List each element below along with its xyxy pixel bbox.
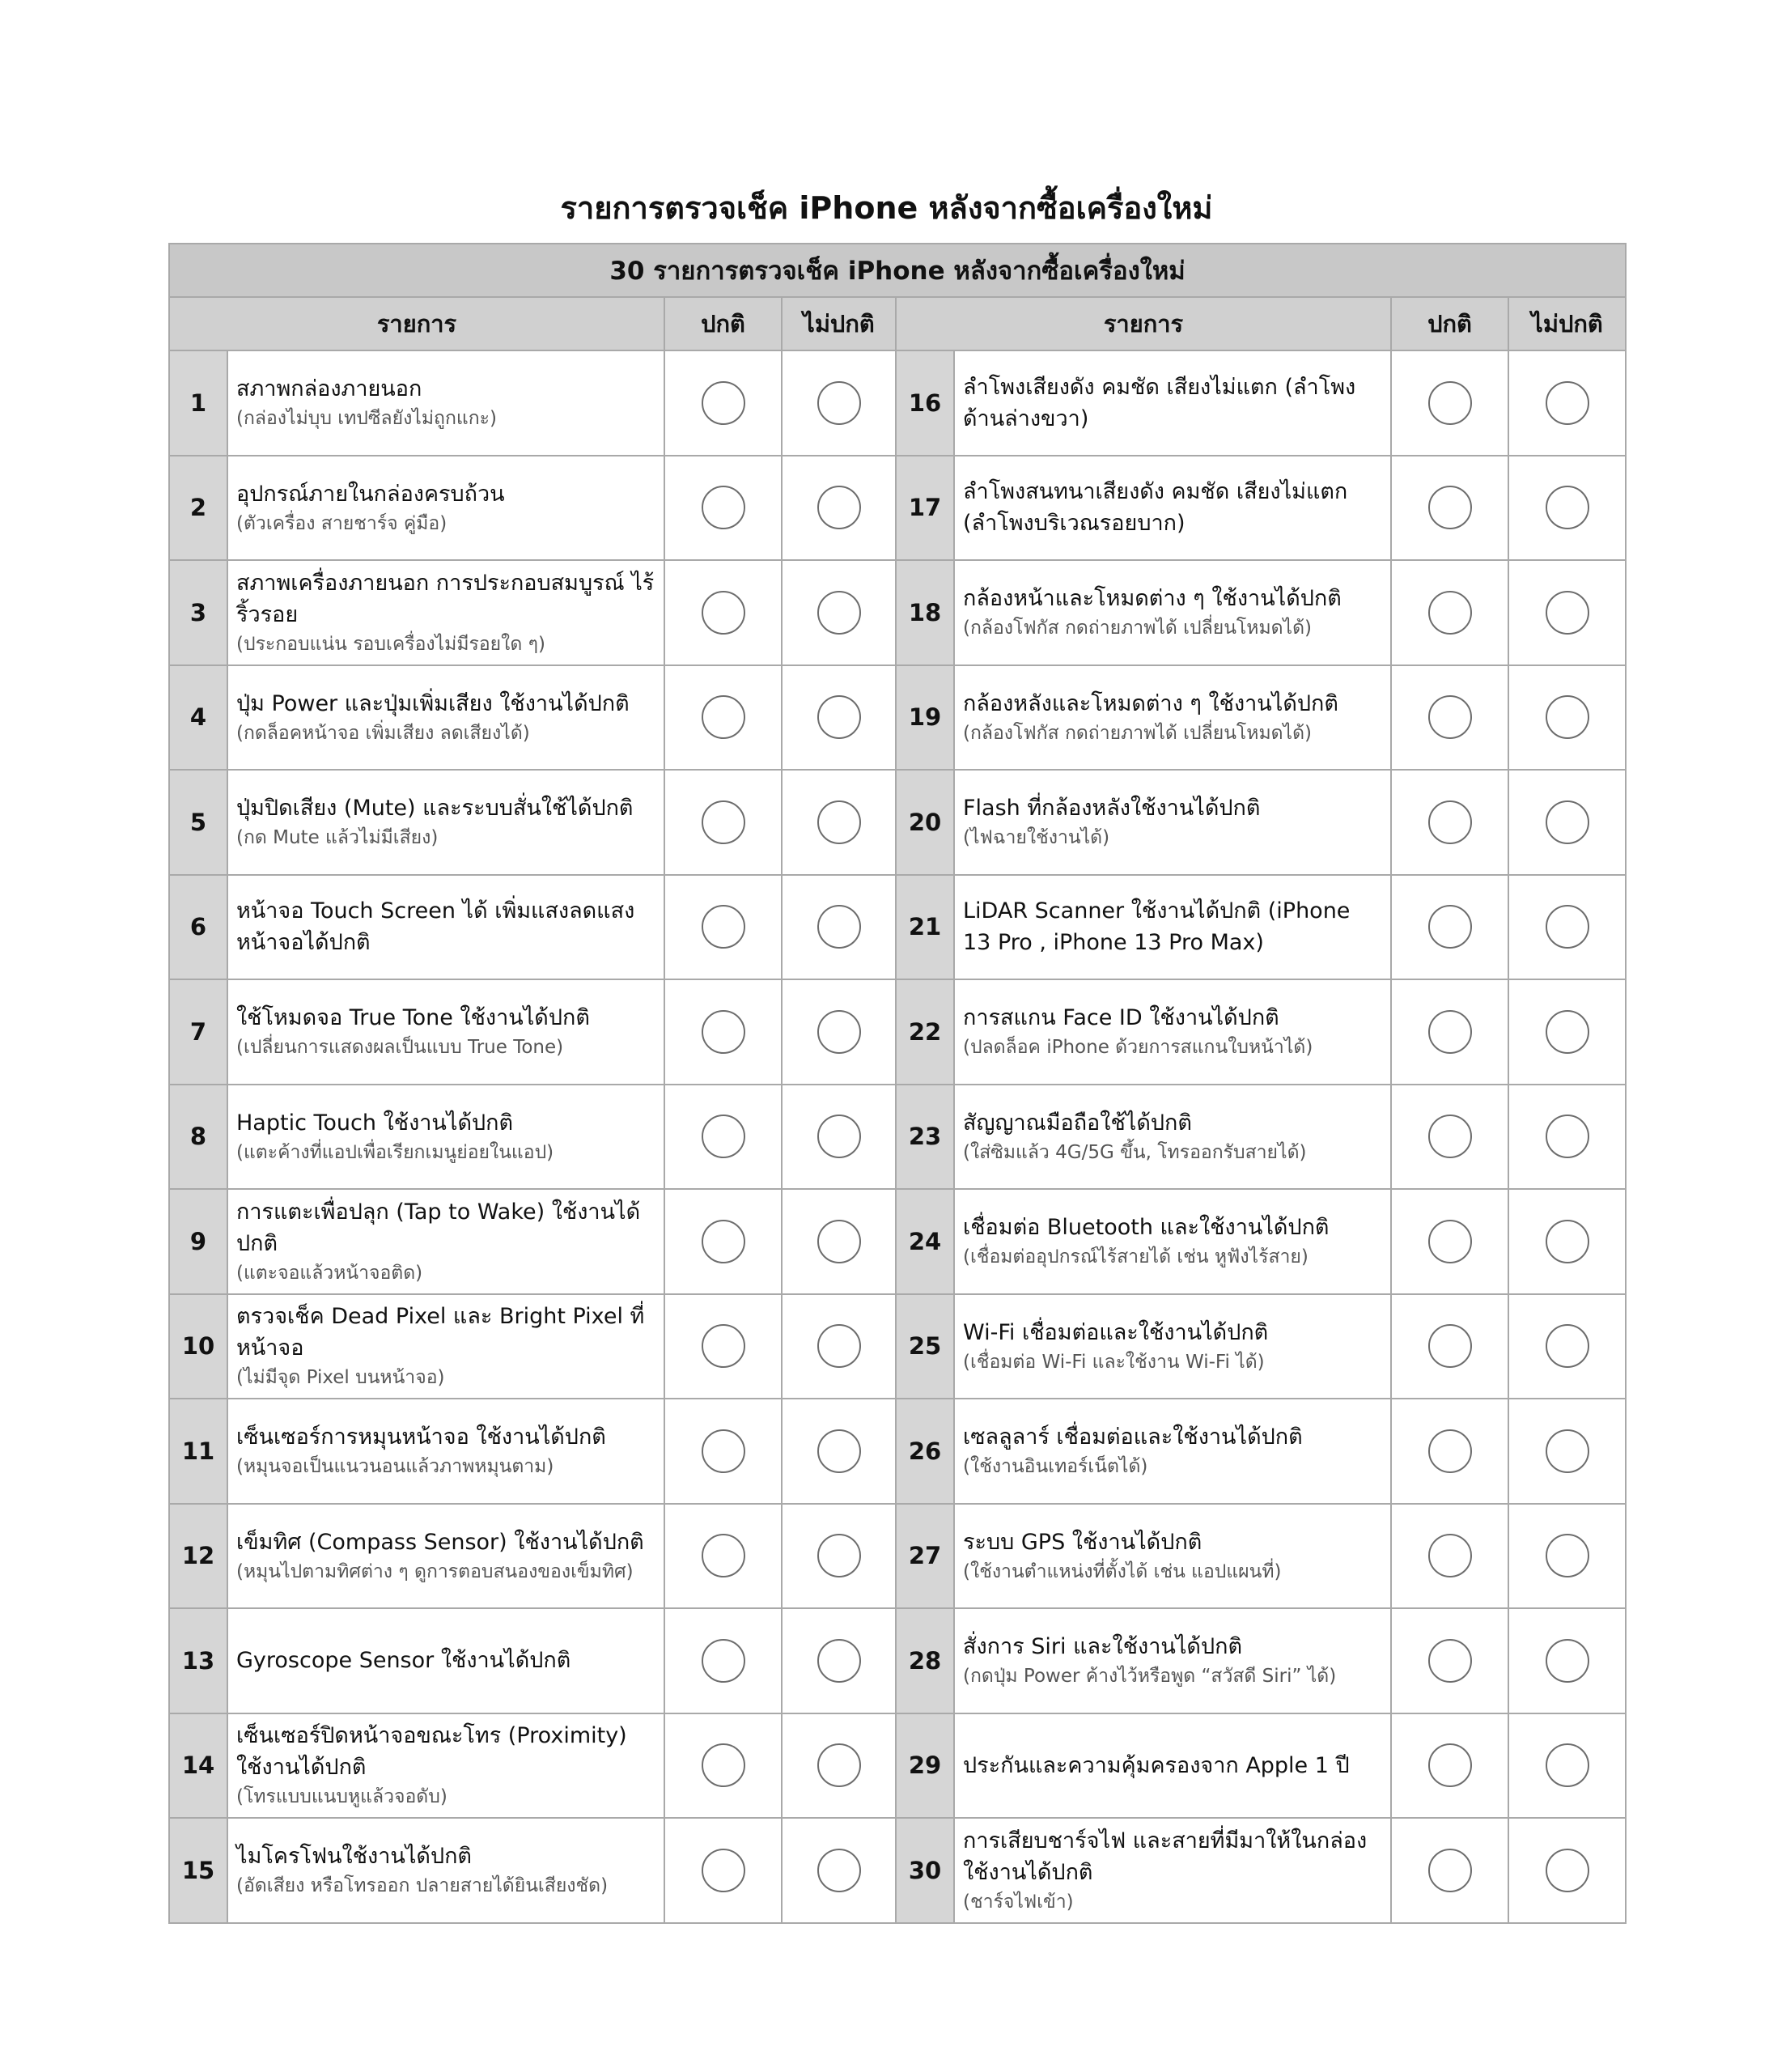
checkbox-abnormal[interactable] (1546, 1849, 1589, 1892)
checkbox-abnormal[interactable] (1546, 1115, 1589, 1158)
check-cell-abnormal (782, 1085, 896, 1190)
check-cell-normal (1391, 770, 1508, 875)
item-title: หน้าจอ Touch Screen ได้ เพิ่มแสงลดแสง หน้าจอได้ปกติ (236, 898, 635, 956)
item-title: การแตะเพื่อปลุก (Tap to Wake) ใช้งานได้ปกติ (236, 1199, 641, 1256)
checkbox-normal[interactable] (1428, 1639, 1472, 1683)
item-note: (กล้องโฟกัส กดถ่ายภาพได้ เปลี่ยนโหมดได้) (963, 722, 1313, 744)
item-description (227, 456, 664, 561)
check-cell-normal (664, 665, 782, 771)
header-item-left: รายการ (169, 297, 664, 350)
item-number: 8 (169, 1085, 227, 1190)
checkbox-abnormal[interactable] (817, 1534, 861, 1577)
item-title: ไมโครโฟนใช้งานได้ปกติ (236, 1844, 472, 1870)
checkbox-abnormal[interactable] (817, 1849, 861, 1892)
item-title: อุปกรณ์ภายในกล่องครบถ้วน (236, 481, 505, 507)
checkbox-abnormal[interactable] (1546, 905, 1589, 949)
check-cell-normal (1391, 1713, 1508, 1819)
checkbox-normal[interactable] (702, 695, 745, 739)
item-description (227, 1085, 664, 1190)
item-title: สภาพเครื่องภายนอก การประกอบสมบูรณ์ ไร้ริ้วรอย (236, 570, 655, 627)
check-cell-normal (1391, 1504, 1508, 1609)
item-description (227, 979, 664, 1085)
item-note: (ตัวเครื่อง สายชาร์จ คู่มือ) (236, 512, 447, 534)
check-cell-normal (664, 770, 782, 875)
table-row (169, 1399, 1626, 1504)
checkbox-abnormal[interactable] (1546, 1220, 1589, 1263)
checkbox-normal[interactable] (1428, 1429, 1472, 1473)
table-row (169, 665, 1626, 771)
item-description (954, 1818, 1391, 1923)
item-number: 4 (169, 665, 227, 771)
item-description (227, 1713, 664, 1819)
check-cell-normal (1391, 1085, 1508, 1190)
item-description (954, 1294, 1391, 1399)
check-cell-abnormal (1508, 1818, 1626, 1923)
item-note: (กล้องโฟกัส กดถ่ายภาพได้ เปลี่ยนโหมดได้) (963, 618, 1313, 639)
check-cell-abnormal (782, 770, 896, 875)
check-cell-abnormal (782, 875, 896, 980)
checkbox-normal[interactable] (702, 486, 745, 529)
checkbox-abnormal[interactable] (817, 905, 861, 949)
check-cell-abnormal (782, 1713, 896, 1819)
check-cell-normal (664, 560, 782, 665)
item-number: 28 (896, 1608, 954, 1713)
checkbox-normal[interactable] (702, 1220, 745, 1263)
check-cell-normal (664, 1504, 782, 1609)
item-title: ระบบ GPS ใช้งานได้ปกติ (963, 1529, 1203, 1555)
check-cell-normal (664, 979, 782, 1085)
item-number: 2 (169, 456, 227, 561)
item-number: 14 (169, 1713, 227, 1819)
item-title: ปุ่มปิดเสียง (Mute) และระบบสั่นใช้ได้ปกติ (236, 796, 634, 822)
checkbox-normal[interactable] (1428, 1115, 1472, 1158)
table-row (169, 560, 1626, 665)
item-description (954, 1085, 1391, 1190)
item-title: Flash ที่กล้องหลังใช้งานได้ปกติ (963, 796, 1261, 822)
check-cell-abnormal (782, 560, 896, 665)
checkbox-normal[interactable] (1428, 1743, 1472, 1787)
checkbox-abnormal[interactable] (817, 591, 861, 635)
check-cell-normal (1391, 1399, 1508, 1504)
check-cell-abnormal (1508, 1713, 1626, 1819)
item-description (227, 770, 664, 875)
item-number: 30 (896, 1818, 954, 1923)
check-cell-abnormal (1508, 665, 1626, 771)
check-cell-abnormal (782, 350, 896, 456)
checkbox-abnormal[interactable] (817, 1639, 861, 1683)
item-number: 7 (169, 979, 227, 1085)
item-note: (ชาร์จไฟเข้า) (963, 1891, 1074, 1913)
checkbox-abnormal[interactable] (1546, 1010, 1589, 1054)
item-title: เซ็นเซอร์การหมุนหน้าจอ ใช้งานได้ปกติ (236, 1424, 606, 1450)
table-row (169, 1713, 1626, 1819)
checkbox-normal[interactable] (702, 1639, 745, 1683)
item-number: 10 (169, 1294, 227, 1399)
checkbox-normal[interactable] (702, 1743, 745, 1787)
table-banner-row (169, 244, 1626, 297)
check-cell-abnormal (782, 1504, 896, 1609)
item-note: (โทรแบบแนบหูแล้วจอดับ) (236, 1786, 447, 1808)
check-cell-abnormal (1508, 350, 1626, 456)
item-title: เชื่อมต่อ Bluetooth และใช้งานได้ปกติ (963, 1215, 1330, 1241)
item-description (227, 1294, 664, 1399)
item-note: (อัดเสียง หรือโทรออก ปลายสายได้ยินเสียงชัด) (236, 1875, 609, 1897)
check-cell-abnormal (1508, 1294, 1626, 1399)
check-cell-normal (664, 1399, 782, 1504)
check-cell-normal (664, 1818, 782, 1923)
checkbox-abnormal[interactable] (817, 1010, 861, 1054)
check-cell-normal (664, 1608, 782, 1713)
checkbox-normal[interactable] (1428, 591, 1472, 635)
item-description (227, 1608, 664, 1713)
checkbox-normal[interactable] (702, 1534, 745, 1577)
item-number: 22 (896, 979, 954, 1085)
check-cell-abnormal (1508, 1504, 1626, 1609)
item-title: ปุ่ม Power และปุ่มเพิ่มเสียง ใช้งานได้ปกติ (236, 690, 630, 716)
header-normal-left: ปกติ (664, 297, 782, 350)
item-note: (หมุนไปตามทิศต่าง ๆ ดูการตอบสนองของเข็มทิศ) (236, 1560, 634, 1582)
checkbox-abnormal[interactable] (817, 1220, 861, 1263)
checkbox-normal[interactable] (702, 1010, 745, 1054)
item-title: เซลลูลาร์ เชื่อมต่อและใช้งานได้ปกติ (963, 1424, 1303, 1450)
item-number: 29 (896, 1713, 954, 1819)
checkbox-normal[interactable] (1428, 486, 1472, 529)
check-cell-normal (664, 1294, 782, 1399)
item-description (954, 350, 1391, 456)
item-number: 13 (169, 1608, 227, 1713)
item-title: การสแกน Face ID ใช้งานได้ปกติ (963, 1005, 1279, 1031)
item-description (954, 1608, 1391, 1713)
item-description (954, 770, 1391, 875)
item-note: (เปลี่ยนการแสดงผลเป็นแบบ True Tone) (236, 1037, 564, 1059)
check-cell-normal (1391, 1189, 1508, 1294)
check-cell-normal (664, 350, 782, 456)
table-header-row (169, 297, 1626, 350)
check-cell-abnormal (1508, 1085, 1626, 1190)
header-normal-right: ปกติ (1391, 297, 1508, 350)
item-title: เซ็นเซอร์ปิดหน้าจอขณะโทร (Proximity) ใช้งานได้ปกติ (236, 1723, 627, 1781)
item-note: (ปลดล็อค iPhone ด้วยการสแกนใบหน้าได้) (963, 1037, 1313, 1059)
checkbox-abnormal[interactable] (1546, 695, 1589, 739)
item-number: 12 (169, 1504, 227, 1609)
item-note: (เชื่อมต่อ Wi-Fi และใช้งาน Wi-Fi ได้) (963, 1351, 1265, 1373)
checkbox-abnormal[interactable] (817, 1324, 861, 1368)
header-abnormal-left: ไม่ปกติ (782, 297, 896, 350)
table-row (169, 1085, 1626, 1190)
item-number: 6 (169, 875, 227, 980)
item-note: (กดล็อคหน้าจอ เพิ่มเสียง ลดเสียงได้) (236, 722, 530, 744)
check-cell-normal (664, 1713, 782, 1819)
item-description (954, 979, 1391, 1085)
item-title: Wi-Fi เชื่อมต่อและใช้งานได้ปกติ (963, 1319, 1269, 1345)
check-cell-normal (1391, 979, 1508, 1085)
checkbox-abnormal[interactable] (1546, 1534, 1589, 1577)
item-description (227, 560, 664, 665)
item-number: 18 (896, 560, 954, 665)
checkbox-normal[interactable] (1428, 381, 1472, 425)
checkbox-abnormal[interactable] (1546, 486, 1589, 529)
checkbox-normal[interactable] (702, 1115, 745, 1158)
checkbox-abnormal[interactable] (1546, 1639, 1589, 1683)
check-cell-normal (664, 1189, 782, 1294)
item-title: สภาพกล่องภายนอก (236, 376, 422, 402)
item-description (954, 456, 1391, 561)
check-cell-abnormal (1508, 1189, 1626, 1294)
item-title: การเสียบชาร์จไฟ และสายที่มีมาให้ในกล่อง ใช้งานได้ปกติ (963, 1828, 1368, 1885)
header-abnormal-right: ไม่ปกติ (1508, 297, 1626, 350)
checkbox-normal[interactable] (1428, 800, 1472, 844)
checkbox-normal[interactable] (1428, 1849, 1472, 1892)
check-cell-abnormal (782, 456, 896, 561)
checkbox-normal[interactable] (702, 905, 745, 949)
check-cell-normal (1391, 875, 1508, 980)
item-note: (ใช้งานตำแหน่งที่ตั้งได้ เช่น แอปแผนที่) (963, 1560, 1282, 1582)
item-note: (ใช้งานอินเทอร์เน็ตได้) (963, 1456, 1148, 1478)
item-number: 20 (896, 770, 954, 875)
item-title: LiDAR Scanner ใช้งานได้ปกติ (iPhone 13 Pro , iPhone 13 Pro Max) (963, 898, 1351, 956)
item-description (954, 1713, 1391, 1819)
check-cell-abnormal (1508, 875, 1626, 980)
check-cell-abnormal (782, 1294, 896, 1399)
item-note: (ไฟฉายใช้งานได้) (963, 827, 1110, 849)
checkbox-abnormal[interactable] (817, 1743, 861, 1787)
check-cell-abnormal (782, 665, 896, 771)
item-note: (กล่องไม่บุบ เทปซีลยังไม่ถูกแกะ) (236, 408, 497, 430)
item-number: 16 (896, 350, 954, 456)
item-description (227, 1399, 664, 1504)
table-banner: 30 รายการตรวจเช็ค iPhone หลังจากซื้อเครื่องใหม่ (169, 244, 1626, 297)
header-item-right: รายการ (896, 297, 1391, 350)
item-note: (ประกอบแน่น รอบเครื่องไม่มีรอยใด ๆ) (236, 633, 545, 655)
item-number: 3 (169, 560, 227, 665)
item-title: สั่งการ Siri และใช้งานได้ปกติ (963, 1634, 1242, 1660)
item-description (954, 1504, 1391, 1609)
item-note: (แตะจอแล้วหน้าจอติด) (236, 1262, 423, 1284)
item-description (954, 560, 1391, 665)
checkbox-normal[interactable] (702, 1429, 745, 1473)
check-cell-abnormal (1508, 979, 1626, 1085)
checkbox-abnormal[interactable] (817, 1115, 861, 1158)
item-number: 21 (896, 875, 954, 980)
item-description (954, 875, 1391, 980)
item-description (227, 1504, 664, 1609)
table-row (169, 456, 1626, 561)
table-row (169, 1818, 1626, 1923)
checkbox-normal[interactable] (702, 1324, 745, 1368)
item-note: (กดปุ่ม Power ค้างไว้หรือพูด “สวัสดี Siri” ได้) (963, 1666, 1337, 1688)
checkbox-abnormal[interactable] (1546, 1743, 1589, 1787)
item-description (954, 1189, 1391, 1294)
item-title: เข็มทิศ (Compass Sensor) ใช้งานได้ปกติ (236, 1529, 644, 1555)
checkbox-normal[interactable] (1428, 1220, 1472, 1263)
checkbox-normal[interactable] (702, 800, 745, 844)
check-cell-abnormal (782, 1189, 896, 1294)
item-title: ใช้โหมดจอ True Tone ใช้งานได้ปกติ (236, 1005, 590, 1031)
checkbox-abnormal[interactable] (1546, 800, 1589, 844)
table-row (169, 350, 1626, 456)
item-description (227, 665, 664, 771)
table-row (169, 875, 1626, 980)
check-cell-normal (1391, 665, 1508, 771)
check-cell-abnormal (1508, 1608, 1626, 1713)
item-description (954, 665, 1391, 771)
item-number: 27 (896, 1504, 954, 1609)
check-cell-abnormal (1508, 456, 1626, 561)
checkbox-abnormal[interactable] (817, 381, 861, 425)
item-number: 26 (896, 1399, 954, 1504)
check-cell-normal (1391, 1294, 1508, 1399)
checkbox-abnormal[interactable] (817, 486, 861, 529)
item-number: 25 (896, 1294, 954, 1399)
item-note: (กด Mute แล้วไม่มีเสียง) (236, 827, 439, 849)
checkbox-abnormal[interactable] (1546, 1429, 1589, 1473)
item-title: กล้องหลังและโหมดต่าง ๆ ใช้งานได้ปกติ (963, 690, 1338, 716)
item-title: ลำโพงเสียงดัง คมชัด เสียงไม่แตก (ลำโพงด้านล่างขวา) (963, 374, 1356, 431)
table-body (169, 350, 1626, 1923)
item-description (227, 1818, 664, 1923)
check-cell-abnormal (782, 979, 896, 1085)
item-title: Gyroscope Sensor ใช้งานได้ปกติ (236, 1648, 571, 1674)
checkbox-normal[interactable] (1428, 1324, 1472, 1368)
item-description (954, 1399, 1391, 1504)
item-title: กล้องหน้าและโหมดต่าง ๆ ใช้งานได้ปกติ (963, 586, 1342, 612)
check-cell-normal (1391, 456, 1508, 561)
check-cell-abnormal (782, 1818, 896, 1923)
checkbox-abnormal[interactable] (817, 695, 861, 739)
item-title: Haptic Touch ใช้งานได้ปกติ (236, 1110, 514, 1136)
check-cell-normal (664, 875, 782, 980)
item-title: สัญญาณมือถือใช้ได้ปกติ (963, 1110, 1192, 1136)
check-cell-normal (664, 1085, 782, 1190)
item-number: 9 (169, 1189, 227, 1294)
check-cell-normal (1391, 350, 1508, 456)
check-cell-abnormal (1508, 560, 1626, 665)
table-row (169, 770, 1626, 875)
check-cell-normal (664, 456, 782, 561)
item-number: 1 (169, 350, 227, 456)
check-cell-abnormal (782, 1399, 896, 1504)
checkbox-normal[interactable] (702, 591, 745, 635)
page-title: รายการตรวจเช็ค iPhone หลังจากซื้อเครื่องใหม่ (560, 190, 1213, 226)
check-cell-abnormal (1508, 770, 1626, 875)
item-number: 17 (896, 456, 954, 561)
checkbox-abnormal[interactable] (817, 1429, 861, 1473)
checkbox-abnormal[interactable] (1546, 591, 1589, 635)
table-row (169, 1608, 1626, 1713)
check-cell-abnormal (782, 1608, 896, 1713)
item-note: (ไม่มีจุด Pixel บนหน้าจอ) (236, 1367, 445, 1389)
item-title: ลำโพงสนทนาเสียงดัง คมชัด เสียงไม่แตก (ลำโพงบริเวณรอยบาก) (963, 479, 1348, 537)
check-cell-abnormal (1508, 1399, 1626, 1504)
item-description (227, 875, 664, 980)
check-cell-normal (1391, 560, 1508, 665)
item-number: 23 (896, 1085, 954, 1190)
checklist-table (168, 243, 1627, 1924)
checkbox-normal[interactable] (702, 381, 745, 425)
item-note: (หมุนจอเป็นแนวนอนแล้วภาพหมุนตาม) (236, 1456, 554, 1478)
checkbox-abnormal[interactable] (1546, 1324, 1589, 1368)
item-description (227, 1189, 664, 1294)
checkbox-abnormal[interactable] (1546, 381, 1589, 425)
table-row (169, 1294, 1626, 1399)
item-number: 5 (169, 770, 227, 875)
item-number: 11 (169, 1399, 227, 1504)
checkbox-normal[interactable] (1428, 695, 1472, 739)
checkbox-normal[interactable] (1428, 905, 1472, 949)
checkbox-abnormal[interactable] (817, 800, 861, 844)
item-number: 19 (896, 665, 954, 771)
item-title: ตรวจเช็ค Dead Pixel และ Bright Pixel ที่หน้าจอ (236, 1304, 645, 1361)
item-note: (ใส่ซิมแล้ว 4G/5G ขึ้น, โทรออกรับสายได้) (963, 1141, 1307, 1163)
item-number: 24 (896, 1189, 954, 1294)
item-description (227, 350, 664, 456)
item-note: (เชื่อมต่ออุปกรณ์ไร้สายได้ เช่น หูฟังไร้สาย) (963, 1246, 1309, 1268)
table-row (169, 1504, 1626, 1609)
checkbox-normal[interactable] (1428, 1010, 1472, 1054)
check-cell-normal (1391, 1608, 1508, 1713)
checkbox-normal[interactable] (702, 1849, 745, 1892)
table-row (169, 979, 1626, 1085)
item-title: ประกันและความคุ้มครองจาก Apple 1 ปี (963, 1752, 1350, 1778)
item-number: 15 (169, 1818, 227, 1923)
checkbox-normal[interactable] (1428, 1534, 1472, 1577)
check-cell-normal (1391, 1818, 1508, 1923)
item-note: (แตะค้างที่แอปเพื่อเรียกเมนูย่อยในแอป) (236, 1141, 554, 1163)
table-row (169, 1189, 1626, 1294)
